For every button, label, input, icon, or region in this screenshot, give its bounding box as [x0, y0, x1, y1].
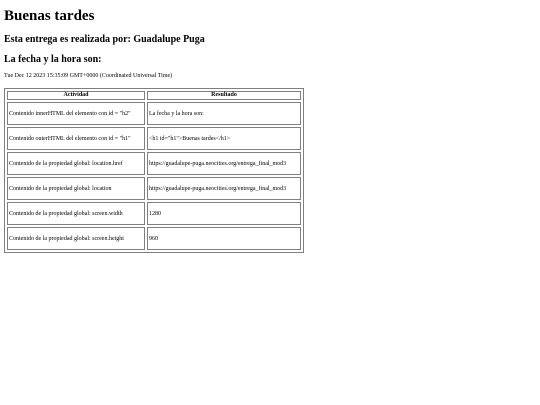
table-row [7, 102, 301, 125]
table-row [7, 227, 301, 250]
result-cell: La fecha y la hora son: [147, 102, 301, 125]
table-row [7, 177, 301, 200]
activity-cell: Contenido innerHTML del elemento con id = "h2" [7, 102, 145, 125]
table-row [7, 127, 301, 150]
result-cell: https://guadalupe-puga.neocities.org/entrega_final_mod3 [147, 177, 301, 200]
result-cell: 960 [147, 227, 301, 250]
activity-cell: Contenido de la propiedad global: location [7, 177, 145, 200]
table-row [7, 202, 301, 225]
results-table [4, 88, 304, 253]
activity-cell: Contenido de la propiedad global: location.href [7, 152, 145, 175]
activity-cell: Contenido outerHTML del elemento con id = "h1" [7, 127, 145, 150]
table-row [7, 152, 301, 175]
result-cell: https://guadalupe-puga.neocities.org/entrega_final_mod3 [147, 152, 301, 175]
header-resultado: Resultado [147, 91, 301, 100]
result-cell: <h1 id="h1">Buenas tardes</h1> [147, 127, 301, 150]
activity-cell: Contenido de la propiedad global: screen.width [7, 202, 145, 225]
result-cell: 1280 [147, 202, 301, 225]
author-heading: Esta entrega es realizada por: Guadalupe Puga [4, 34, 205, 45]
datetime-text: Tue Dec 12 2023 15:35:09 GMT+0000 (Coordinated Universal Time) [4, 73, 173, 79]
table-header-row [7, 91, 301, 100]
date-heading: La fecha y la hora son: [4, 54, 102, 65]
activity-cell: Contenido de la propiedad global: screen.height [7, 227, 145, 250]
header-actividad: Actividad [7, 91, 145, 100]
greeting-heading: Buenas tardes [4, 8, 95, 24]
